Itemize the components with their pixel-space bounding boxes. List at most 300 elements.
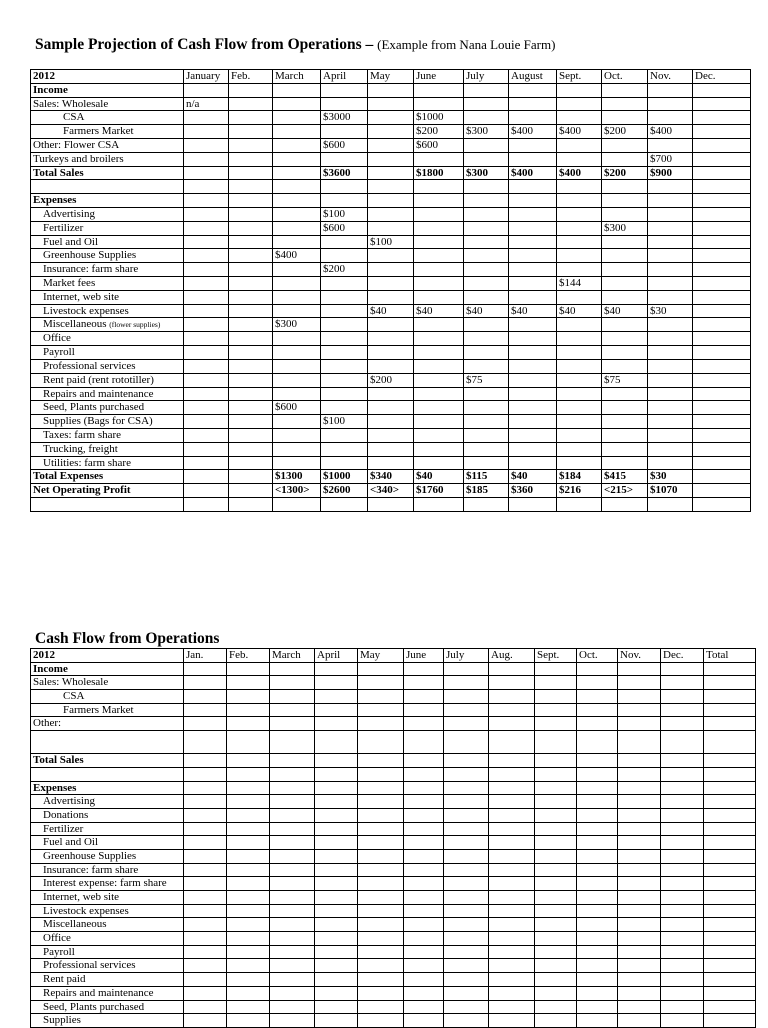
table-row <box>31 194 751 208</box>
row-label-text: Advertising <box>43 207 95 220</box>
value-cell <box>693 346 751 360</box>
value-cell <box>557 359 602 373</box>
row-label <box>31 276 184 290</box>
value-cell <box>315 808 358 822</box>
table-row <box>31 918 756 932</box>
table-row <box>31 207 751 221</box>
value-cell <box>444 973 489 987</box>
value-cell <box>227 795 270 809</box>
value-cell <box>273 152 321 166</box>
value-cell <box>618 1014 661 1028</box>
value-cell <box>321 152 368 166</box>
table-row <box>31 863 756 877</box>
value-cell <box>321 332 368 346</box>
value-cell <box>704 836 756 850</box>
value-cell <box>358 781 404 795</box>
value-cell <box>693 470 751 484</box>
value-cell: $400 <box>509 166 557 180</box>
value-cell <box>661 717 704 731</box>
value-cell <box>618 822 661 836</box>
value-cell <box>321 235 368 249</box>
cashflow-blank-table <box>30 648 756 1028</box>
value-cell <box>184 731 227 754</box>
value-cell <box>464 346 509 360</box>
value-cell <box>414 263 464 277</box>
value-cell <box>270 986 315 1000</box>
value-cell <box>368 125 414 139</box>
value-cell <box>184 415 229 429</box>
value-cell <box>489 959 535 973</box>
value-cell <box>648 373 693 387</box>
value-cell <box>368 166 414 180</box>
value-cell <box>464 318 509 332</box>
value-cell <box>227 918 270 932</box>
value-cell <box>444 795 489 809</box>
value-cell <box>270 877 315 891</box>
value-cell <box>368 401 414 415</box>
value-cell <box>577 932 618 946</box>
value-cell <box>704 676 756 690</box>
value-cell <box>273 83 321 97</box>
value-cell <box>464 387 509 401</box>
value-cell <box>557 456 602 470</box>
value-cell <box>404 973 444 987</box>
value-cell <box>414 207 464 221</box>
value-cell <box>661 767 704 781</box>
value-cell: n/a <box>184 97 229 111</box>
value-cell <box>270 1000 315 1014</box>
value-cell <box>489 904 535 918</box>
row-label-text: Turkeys and broilers <box>33 152 124 165</box>
value-cell <box>602 249 648 263</box>
value-cell <box>444 1014 489 1028</box>
value-cell <box>368 442 414 456</box>
value-cell <box>704 754 756 768</box>
value-cell <box>184 973 227 987</box>
value-cell <box>557 207 602 221</box>
value-cell: $700 <box>648 152 693 166</box>
value-cell <box>229 401 273 415</box>
table-row <box>31 877 756 891</box>
value-cell <box>509 138 557 152</box>
value-cell <box>704 795 756 809</box>
value-cell <box>315 795 358 809</box>
value-cell <box>464 194 509 208</box>
value-cell <box>444 932 489 946</box>
value-cell <box>535 877 577 891</box>
value-cell <box>602 318 648 332</box>
value-cell <box>577 703 618 717</box>
value-cell <box>444 863 489 877</box>
value-cell <box>229 207 273 221</box>
value-cell: $1070 <box>648 484 693 498</box>
value-cell <box>270 849 315 863</box>
value-cell <box>602 359 648 373</box>
value-cell: $40 <box>414 304 464 318</box>
value-cell <box>489 863 535 877</box>
row-label <box>31 332 184 346</box>
table-row <box>31 470 751 484</box>
value-cell <box>602 194 648 208</box>
row-label: Income <box>31 662 184 676</box>
value-cell: $40 <box>557 304 602 318</box>
value-cell <box>509 249 557 263</box>
value-cell <box>704 863 756 877</box>
row-label <box>31 221 184 235</box>
value-cell <box>489 808 535 822</box>
value-cell <box>273 346 321 360</box>
value-cell <box>227 904 270 918</box>
value-cell: $600 <box>321 138 368 152</box>
value-cell <box>184 703 227 717</box>
table-row <box>31 263 751 277</box>
value-cell <box>535 945 577 959</box>
value-cell <box>229 387 273 401</box>
value-cell: <1300> <box>273 484 321 498</box>
table-row <box>31 959 756 973</box>
value-cell: $200 <box>321 263 368 277</box>
value-cell <box>661 662 704 676</box>
row-label-text: Trucking, freight <box>43 442 118 455</box>
month-header: April <box>315 649 358 663</box>
value-cell <box>273 387 321 401</box>
value-cell: $115 <box>464 470 509 484</box>
table-row <box>31 795 756 809</box>
row-label <box>31 138 184 152</box>
value-cell <box>184 456 229 470</box>
value-cell <box>358 891 404 905</box>
year-header: 2012 <box>31 649 184 663</box>
value-cell <box>464 442 509 456</box>
value-cell <box>227 703 270 717</box>
value-cell <box>557 428 602 442</box>
value-cell <box>227 822 270 836</box>
value-cell <box>509 359 557 373</box>
month-header: Oct. <box>602 70 648 84</box>
value-cell <box>693 415 751 429</box>
value-cell: $100 <box>368 235 414 249</box>
value-cell <box>273 456 321 470</box>
value-cell <box>184 836 227 850</box>
table-row <box>31 822 756 836</box>
value-cell <box>414 456 464 470</box>
value-cell <box>227 973 270 987</box>
row-label-text: Utilities: farm share <box>43 456 131 469</box>
value-cell <box>321 194 368 208</box>
value-cell <box>229 276 273 290</box>
value-cell <box>618 690 661 704</box>
value-cell: $1000 <box>414 111 464 125</box>
value-cell <box>535 1014 577 1028</box>
row-label <box>31 111 184 125</box>
value-cell <box>184 781 227 795</box>
value-cell <box>321 497 368 511</box>
value-cell <box>464 83 509 97</box>
value-cell <box>618 945 661 959</box>
value-cell <box>273 221 321 235</box>
value-cell <box>489 918 535 932</box>
value-cell <box>404 662 444 676</box>
row-label: Supplies <box>31 1014 184 1028</box>
value-cell <box>227 959 270 973</box>
value-cell <box>184 904 227 918</box>
row-label <box>31 249 184 263</box>
value-cell <box>577 717 618 731</box>
month-header: Nov. <box>648 70 693 84</box>
value-cell <box>368 138 414 152</box>
value-cell <box>577 836 618 850</box>
value-cell: $100 <box>321 207 368 221</box>
value-cell <box>414 97 464 111</box>
value-cell <box>404 918 444 932</box>
row-label <box>31 166 184 180</box>
row-label-text: Professional services <box>43 359 136 372</box>
row-label-text: Fuel and Oil <box>43 235 98 248</box>
value-cell: $200 <box>414 125 464 139</box>
value-cell <box>315 836 358 850</box>
value-cell <box>184 676 227 690</box>
value-cell: $75 <box>602 373 648 387</box>
value-cell <box>535 973 577 987</box>
month-header: Dec. <box>661 649 704 663</box>
value-cell <box>404 891 444 905</box>
value-cell <box>693 456 751 470</box>
value-cell <box>229 111 273 125</box>
month-header: May <box>368 70 414 84</box>
value-cell <box>184 986 227 1000</box>
row-label-text: Net Operating Profit <box>33 484 131 497</box>
value-cell <box>368 456 414 470</box>
value-cell <box>227 891 270 905</box>
value-cell <box>464 263 509 277</box>
value-cell <box>602 207 648 221</box>
value-cell <box>273 235 321 249</box>
value-cell <box>273 290 321 304</box>
value-cell <box>184 863 227 877</box>
value-cell <box>489 795 535 809</box>
table-row <box>31 849 756 863</box>
value-cell <box>557 111 602 125</box>
value-cell <box>227 1014 270 1028</box>
value-cell <box>661 918 704 932</box>
value-cell <box>414 83 464 97</box>
value-cell <box>444 676 489 690</box>
value-cell <box>184 690 227 704</box>
value-cell <box>693 401 751 415</box>
row-label: Repairs and maintenance <box>31 986 184 1000</box>
value-cell <box>693 304 751 318</box>
value-cell <box>661 676 704 690</box>
value-cell <box>535 918 577 932</box>
value-cell: $100 <box>321 415 368 429</box>
value-cell <box>229 332 273 346</box>
value-cell <box>618 795 661 809</box>
value-cell <box>315 986 358 1000</box>
value-cell <box>414 221 464 235</box>
row-label-text: Market fees <box>43 276 96 289</box>
table-row <box>31 986 756 1000</box>
value-cell <box>509 194 557 208</box>
value-cell <box>464 207 509 221</box>
value-cell <box>618 703 661 717</box>
value-cell <box>464 111 509 125</box>
row-label <box>31 97 184 111</box>
value-cell <box>358 849 404 863</box>
value-cell <box>184 932 227 946</box>
row-label <box>31 318 184 332</box>
row-label <box>31 442 184 456</box>
value-cell <box>661 945 704 959</box>
value-cell <box>618 808 661 822</box>
value-cell <box>704 959 756 973</box>
value-cell <box>414 194 464 208</box>
row-label <box>31 304 184 318</box>
value-cell <box>184 428 229 442</box>
value-cell <box>557 346 602 360</box>
table-row <box>31 1014 756 1028</box>
value-cell <box>509 152 557 166</box>
value-cell <box>273 415 321 429</box>
value-cell <box>358 662 404 676</box>
row-label-text: Income <box>33 83 68 96</box>
value-cell <box>509 456 557 470</box>
row-label <box>31 731 184 754</box>
value-cell <box>404 932 444 946</box>
value-cell <box>489 986 535 1000</box>
value-cell: $200 <box>602 166 648 180</box>
value-cell <box>489 676 535 690</box>
value-cell <box>489 690 535 704</box>
value-cell <box>184 207 229 221</box>
value-cell <box>270 690 315 704</box>
value-cell <box>648 276 693 290</box>
value-cell <box>315 918 358 932</box>
value-cell <box>321 346 368 360</box>
value-cell <box>315 731 358 754</box>
value-cell <box>358 973 404 987</box>
value-cell <box>358 932 404 946</box>
value-cell <box>184 125 229 139</box>
table-row <box>31 346 751 360</box>
value-cell <box>229 180 273 194</box>
value-cell <box>535 662 577 676</box>
value-cell <box>184 166 229 180</box>
row-label: CSA <box>31 690 184 704</box>
value-cell <box>602 456 648 470</box>
value-cell <box>229 235 273 249</box>
value-cell <box>321 401 368 415</box>
value-cell <box>509 180 557 194</box>
value-cell <box>184 767 227 781</box>
value-cell <box>577 918 618 932</box>
value-cell <box>184 1000 227 1014</box>
table-row <box>31 166 751 180</box>
value-cell <box>509 415 557 429</box>
value-cell <box>270 754 315 768</box>
value-cell <box>602 152 648 166</box>
value-cell <box>270 918 315 932</box>
value-cell <box>368 221 414 235</box>
value-cell <box>577 877 618 891</box>
value-cell <box>184 497 229 511</box>
value-cell <box>464 415 509 429</box>
row-label-text: Office <box>43 332 71 345</box>
value-cell <box>704 767 756 781</box>
value-cell <box>229 373 273 387</box>
value-cell <box>270 904 315 918</box>
value-cell <box>414 497 464 511</box>
value-cell <box>535 767 577 781</box>
value-cell <box>704 945 756 959</box>
value-cell <box>602 180 648 194</box>
value-cell <box>444 781 489 795</box>
table-row <box>31 662 756 676</box>
value-cell: $1300 <box>273 470 321 484</box>
value-cell: $600 <box>321 221 368 235</box>
value-cell <box>535 986 577 1000</box>
value-cell <box>184 332 229 346</box>
value-cell <box>315 945 358 959</box>
value-cell <box>404 1000 444 1014</box>
row-label <box>31 415 184 429</box>
value-cell <box>270 731 315 754</box>
row-label: Seed, Plants purchased <box>31 1000 184 1014</box>
row-label <box>31 290 184 304</box>
value-cell <box>404 986 444 1000</box>
value-cell <box>229 442 273 456</box>
value-cell <box>661 932 704 946</box>
value-cell <box>535 731 577 754</box>
value-cell <box>184 442 229 456</box>
value-cell <box>602 497 648 511</box>
value-cell <box>704 731 756 754</box>
table-row <box>31 138 751 152</box>
row-label-note: (flower supplies) <box>109 320 161 330</box>
table-row <box>31 717 756 731</box>
value-cell <box>184 359 229 373</box>
value-cell: $3000 <box>321 111 368 125</box>
value-cell <box>229 484 273 498</box>
value-cell <box>693 194 751 208</box>
month-header: May <box>358 649 404 663</box>
value-cell <box>693 442 751 456</box>
table-row <box>31 497 751 511</box>
value-cell <box>414 359 464 373</box>
value-cell <box>489 945 535 959</box>
value-cell <box>661 849 704 863</box>
value-cell <box>618 932 661 946</box>
value-cell <box>229 83 273 97</box>
value-cell <box>414 387 464 401</box>
value-cell <box>489 1000 535 1014</box>
value-cell <box>704 781 756 795</box>
table-row <box>31 221 751 235</box>
value-cell <box>358 754 404 768</box>
value-cell <box>358 717 404 731</box>
value-cell: $1800 <box>414 166 464 180</box>
value-cell <box>648 97 693 111</box>
value-cell <box>184 959 227 973</box>
value-cell <box>693 359 751 373</box>
projection-title-main: Sample Projection of Cash Flow from Operations <box>35 36 362 53</box>
value-cell <box>358 863 404 877</box>
value-cell <box>404 849 444 863</box>
table-row <box>31 836 756 850</box>
table-row <box>31 973 756 987</box>
value-cell <box>444 1000 489 1014</box>
value-cell <box>557 263 602 277</box>
value-cell <box>315 754 358 768</box>
